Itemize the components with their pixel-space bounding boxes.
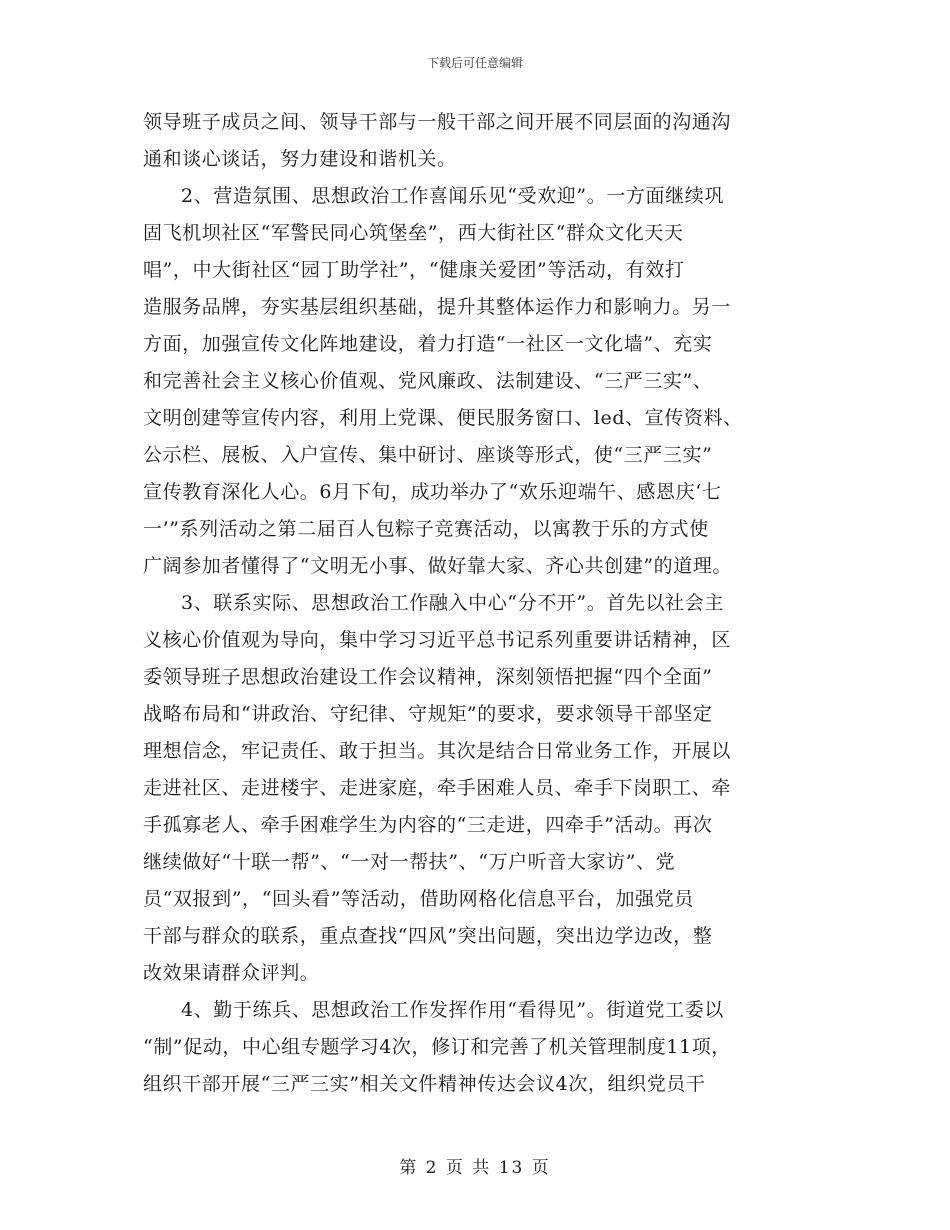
text-line: 一’”系列活动之第二届百人包粽子竞赛活动，以寓教于乐的方式使 — [143, 518, 709, 540]
text-line: 广阔参加者懂得了“文明无小事、做好靠大家、齐心共创建”的道理。 — [143, 555, 733, 577]
text-line: 委领导班子思想政治建设工作会议精神，深刻领悟把握“四个全面” — [143, 666, 713, 688]
text-line: 文明创建等宣传内容，利用上党课、便民服务窗口、led、宣传资料、 — [143, 407, 743, 429]
page-header: 下载后可任意编辑 — [426, 56, 523, 70]
paragraph-start-line: 2、营造氛围、思想政治工作喜闻乐见“受欢迎”。一方面继续巩 — [181, 185, 724, 207]
text-line: 组织干部开展“三严三实”相关文件精神传达会议4次，组织党员干 — [143, 1073, 706, 1095]
text-line: 走进社区、走进楼宇、走进家庭，牵手困难人员、牵手下岗职工、牵 — [143, 777, 732, 799]
text-line: 和完善社会主义核心价值观、党风廉政、法制建设、“三严三实”、 — [143, 370, 713, 392]
text-line: 造服务品牌，夯实基层组织基础，提升其整体运作力和影响力。另一 — [143, 296, 732, 318]
text-line: 改效果请群众评判。 — [143, 962, 320, 984]
text-line: 战略布局和“讲政治、守纪律、守规矩”的要求，要求领导干部坚定 — [143, 703, 713, 725]
text-line: 义核心价值观为导向，集中学习习近平总书记系列重要讲话精神，区 — [143, 629, 732, 651]
paragraph-start-line: 4、勤于练兵、思想政治工作发挥作用“看得见”。街道党工委以 — [181, 999, 724, 1021]
text-line: 唱”，中大街社区“园丁助学社”，“健康关爱团”等活动，有效打 — [143, 259, 685, 281]
text-line: 员“双报到”，“回头看”等活动，借助网格化信息平台，加强党员 — [143, 888, 694, 910]
text-line: “制”促动，中心组专题学习4次，修订和完善了机关管理制度11项， — [143, 1036, 731, 1058]
text-line: 手孤寡老人、牵手困难学生为内容的“三走进，四牵手”活动。再次 — [143, 814, 713, 836]
page-number-footer: 第 2 页 共 13 页 — [399, 1158, 551, 1178]
text-line: 宣传教育深化人心。6月下旬，成功举办了“欢乐迎端午、感恩庆‘七 — [143, 481, 722, 503]
paragraph-start-line: 3、联系实际、思想政治工作融入中心“分不开”。首先以社会主 — [181, 592, 724, 614]
text-line: 领导班子成员之间、领导干部与一般干部之间开展不同层面的沟通沟 — [143, 111, 732, 133]
text-line: 通和谈心谈话，努力建设和谐机关。 — [143, 148, 457, 170]
text-line: 理想信念，牢记责任、敢于担当。其次是结合日常业务工作，开展以 — [143, 740, 732, 762]
text-line: 干部与群众的联系，重点查找“四风”突出问题，突出边学边改，整 — [143, 925, 713, 947]
document-body — [143, 104, 803, 1103]
text-line: 方面，加强宣传文化阵地建设，着力打造“一社区一文化墙”、充实 — [143, 333, 713, 355]
text-line: 继续做好“十联一帮”、“一对一帮扶”、“万户听音大家访”、党 — [143, 851, 676, 873]
text-line: 固飞机坝社区“军警民同心筑堡垒”，西大街社区“群众文化天天 — [143, 222, 684, 244]
text-line: 公示栏、展板、入户宣传、集中研讨、座谈等形式，使“三严三实” — [143, 444, 713, 466]
